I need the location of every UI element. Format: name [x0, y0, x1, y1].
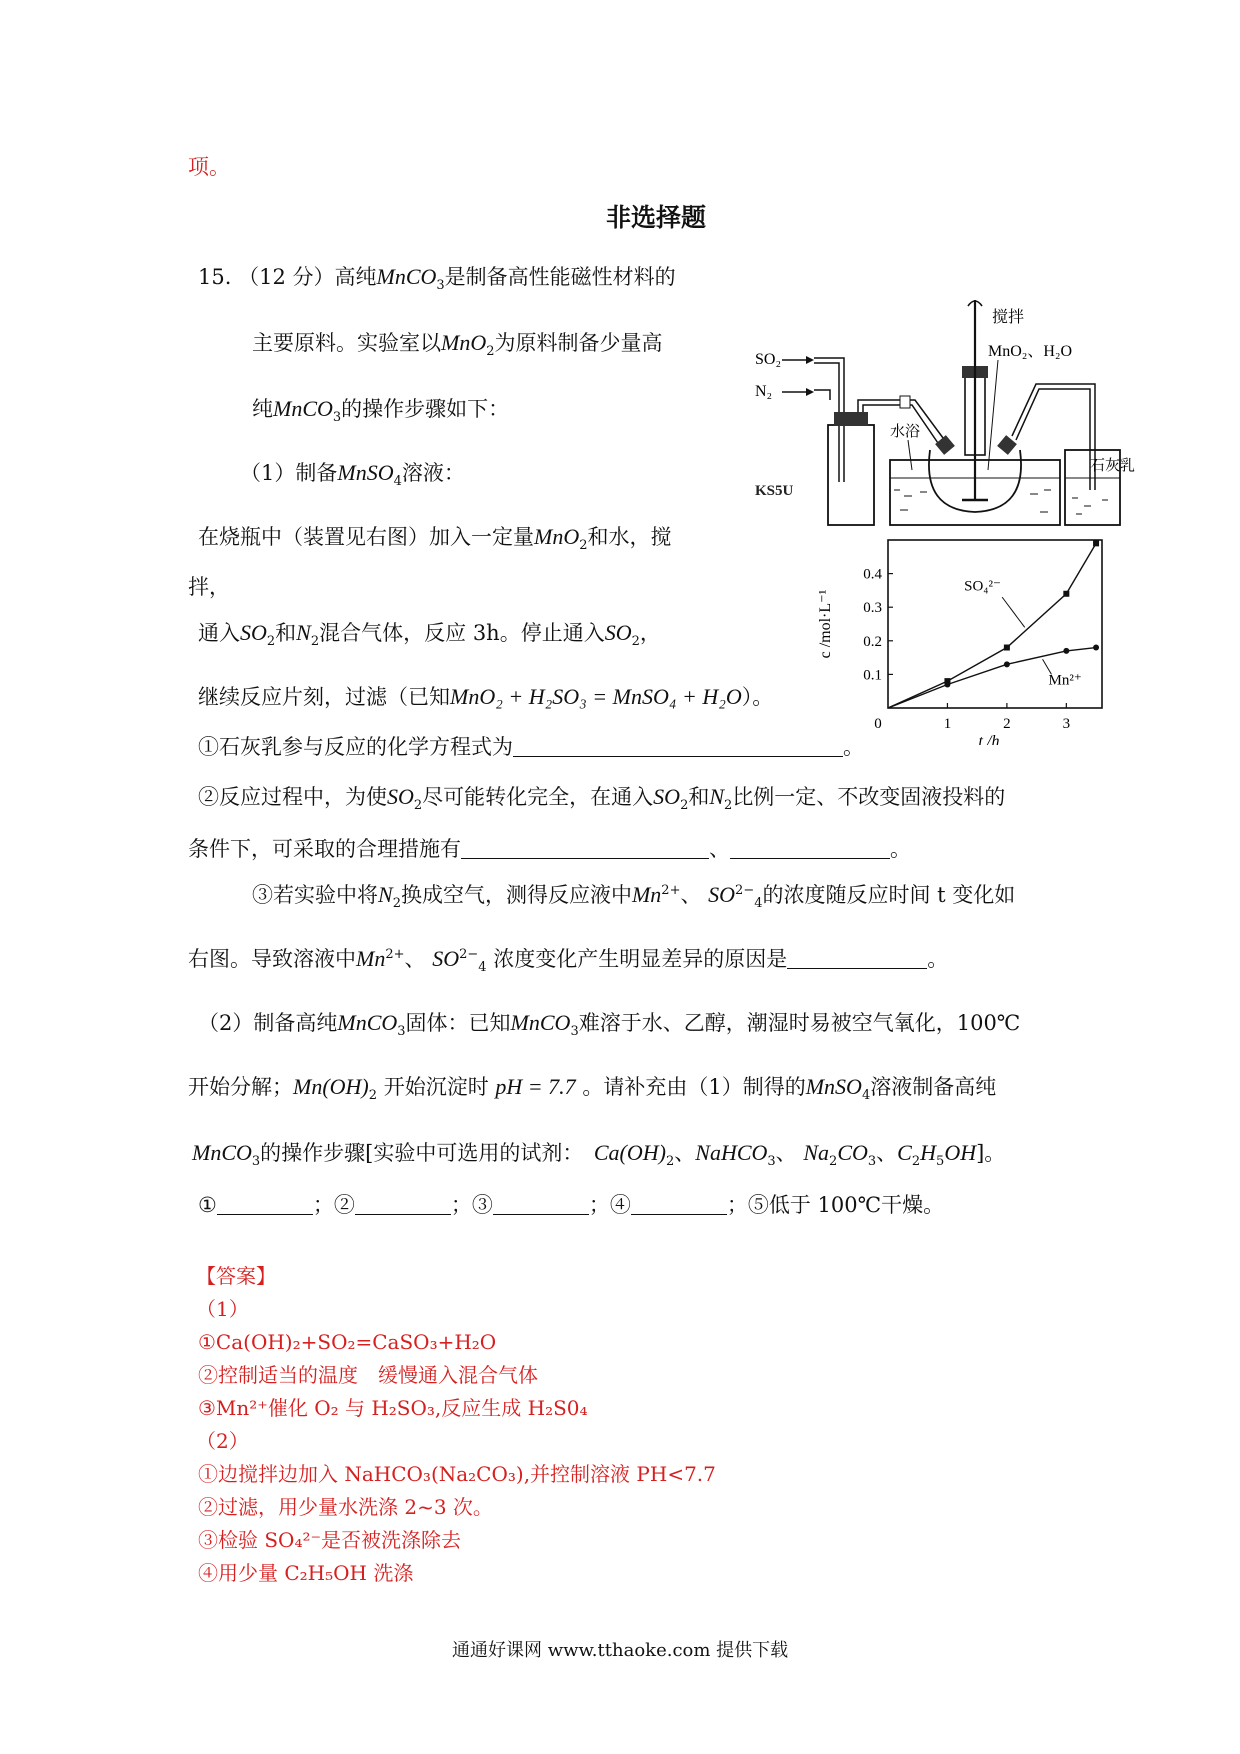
part-2-steps: ① ；② ；③ ；④ ；⑤低于 100℃干燥。: [198, 1193, 945, 1217]
x-tick-label: 2: [1003, 716, 1011, 732]
data-point: [1063, 648, 1069, 654]
question-line-2: 主要原料。实验室以MnO$_2$为原料制备少量高: [252, 330, 663, 360]
part-1-procedure-line-1: 在烧瓶中（装置见右图）加入一定量MnO$_2$和水，搅: [198, 524, 672, 554]
part-2-line-1: （2）制备高纯MnCO$_3$固体：已知MnCO$_3$难溶于水、乙醇，潮湿时易被空气氧化，100℃: [198, 1010, 1021, 1040]
part-1-procedure-line-2: 通入$SO_2$和$N_2$混合气体，反应 3h。停止通入$SO_2$，: [198, 620, 661, 650]
sub-question-3-line-1: ③若实验中将$N_2$换成空气，测得反应液中$Mn^{2+}$、 $SO^{2-}_4$的浓度随反应时间 t 变化如: [252, 882, 1016, 912]
sub-question-1: ①石灰乳参与反应的化学方程式为 。: [198, 735, 864, 759]
apparatus-diagram: [740, 300, 1140, 530]
y-tick-label: 0.4: [863, 566, 882, 583]
data-point: [1004, 645, 1010, 651]
answer-blank[interactable]: [493, 1194, 589, 1215]
label-stir: 搅拌: [992, 309, 1025, 326]
label-bath: 水浴: [890, 424, 921, 440]
data-point: [1093, 645, 1099, 651]
series-label: SO₄²⁻: [964, 578, 1001, 595]
concentration-chart: [810, 530, 1110, 745]
answer-blank[interactable]: [461, 838, 709, 859]
series-label-leader: [1002, 597, 1025, 627]
answer-2-2: ②过滤，用少量水洗涤 2~3 次。: [198, 1495, 493, 1519]
answer-blank[interactable]: [631, 1194, 727, 1215]
answer-part-1: （1）: [196, 1297, 249, 1321]
y-tick-label: 0.1: [863, 667, 882, 684]
answer-2-1: ①边搅拌边加入 NaHCO₃(Na₂CO₃),并控制溶液 PH<7.7: [198, 1462, 716, 1486]
series-label: Mn²⁺: [1048, 672, 1082, 689]
prev-question-tail: 项。: [188, 155, 230, 179]
answer-blank[interactable]: [513, 736, 843, 757]
data-point: [944, 681, 950, 687]
data-point: [1063, 591, 1069, 597]
part-1-procedure-line-3: 继续反应片刻，过滤（已知MnO₂ + H₂SO₃ = MnSO₄ + H₂O）。: [198, 684, 774, 709]
x-tick-label: 3: [1062, 716, 1071, 732]
y-tick-label: 0.3: [863, 600, 882, 617]
part-2-line-2: 开始分解；$Mn(OH)_2$ 开始沉淀时 pH = 7.7 。请补充由（1）制得的MnSO$_4$溶液制备高纯: [188, 1074, 997, 1104]
series-label-leader: [1043, 659, 1052, 674]
data-point: [1093, 540, 1099, 546]
answer-1-2: ②控制适当的温度 缓慢通入混合气体: [198, 1363, 538, 1387]
answer-1-3: ③Mn²⁺催化 O₂ 与 H₂SO₃,反应生成 H₂S0₄: [198, 1396, 588, 1420]
y-tick-label: 0.2: [863, 633, 882, 650]
y-axis-label: c /mol·L⁻¹: [817, 589, 834, 659]
answer-1-1: ①Ca(OH)₂+SO₂=CaSO₃+H₂O: [198, 1330, 497, 1354]
answer-2-4: ④用少量 C₂H₅OH 洗涤: [198, 1561, 414, 1585]
bottle-stopper: [834, 412, 868, 426]
section-title: 非选择题: [606, 203, 707, 232]
x-tick-label: 1: [943, 716, 952, 732]
answer-part-2: （2）: [196, 1429, 249, 1453]
data-point: [1004, 661, 1010, 667]
x-tick-label: 0: [874, 716, 882, 732]
question-line-3: 纯MnCO$_3$的操作步骤如下：: [252, 396, 510, 426]
label-lime: 石灰乳: [1090, 458, 1136, 474]
sub-question-3-line-2: 右图。导致溶液中$Mn^{2+}$、 $SO^{2-}_4$ 浓度变化产生明显差异的原因是 。: [188, 946, 949, 976]
answer-title: 【答案】: [196, 1264, 276, 1288]
label-n2: N₂: [755, 383, 773, 400]
part-1-heading: （1）制备MnSO$_4$溶液：: [240, 460, 465, 490]
gas-wash-bottle: [828, 425, 874, 525]
part-2-line-3: MnCO$_3$的操作步骤[实验中可选用的试剂： $Ca(OH)_2$、NaHCO$_3$、 $Na_2CO_3$、$C_2H_5OH$]。: [192, 1140, 1006, 1170]
answer-blank[interactable]: [787, 948, 927, 969]
answer-blank[interactable]: [730, 838, 890, 859]
sub-question-2-line-2: 条件下，可采取的合理措施有 、 。: [188, 837, 911, 861]
part-1-procedure-wrap: 拌，: [188, 575, 230, 599]
answer-blank[interactable]: [355, 1194, 451, 1215]
page-footer: 通通好课网 www.tthaoke.com 提供下载: [452, 1640, 789, 1661]
label-so2: SO₂: [755, 351, 782, 368]
label-reagent: MnO₂、H₂O: [988, 343, 1073, 360]
question-line-1: 15. （12 分）高纯MnCO$_3$是制备高性能磁性材料的: [198, 264, 676, 294]
x-axis-label: t /h: [978, 733, 1000, 745]
sub-question-2-line-1: ②反应过程中，为使$SO_2$尽可能转化完全，在通入$SO_2$和$N_2$比例一定、不改变固液投料的: [198, 784, 1006, 814]
ks5u-watermark: KS5U: [755, 483, 794, 499]
answer-blank[interactable]: [217, 1194, 313, 1215]
answer-2-3: ③检验 SO₄²⁻是否被洗涤除去: [198, 1528, 462, 1552]
